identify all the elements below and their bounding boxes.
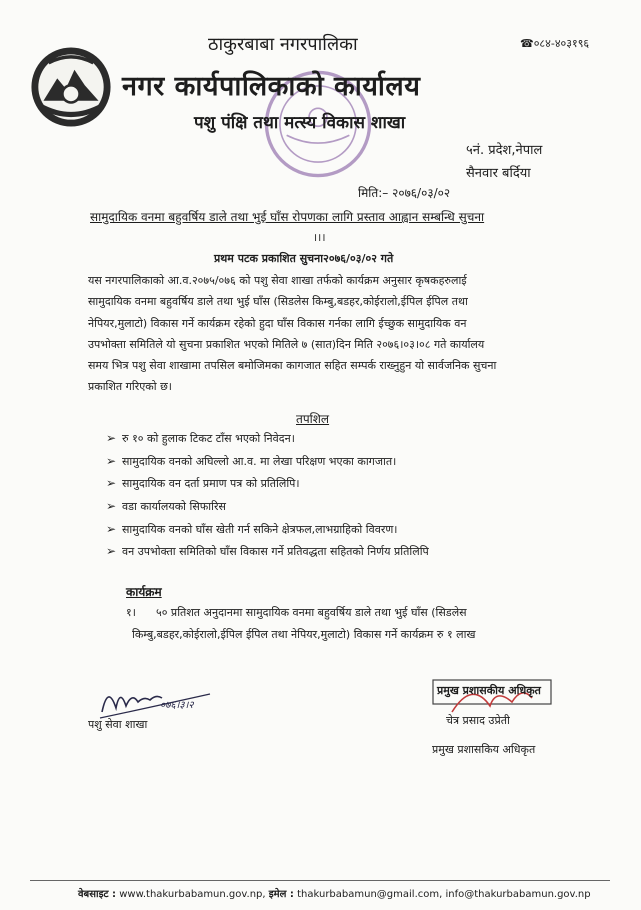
list-item [106, 497, 429, 520]
body-line: नेपियर,मुलाटो) विकास गर्ने कार्यक्रम रहेको हुदा घाँस विकास गर्नका लागि ईच्छुक सामुदायिक वन [88, 316, 467, 330]
list-item [106, 429, 429, 452]
signature-date: ०७६।३।२ [160, 700, 194, 711]
arrow-bullet-icon: ➢ [106, 431, 117, 445]
program-item [126, 602, 566, 646]
separator-mark: ।।। [313, 231, 326, 244]
program-line [126, 602, 566, 624]
officer-name: चेत्र प्रसाद उप्रेती [446, 714, 510, 727]
office-phone: ☎०८४-४०३१९६ [520, 37, 590, 50]
notice-body [88, 270, 564, 398]
program-number: १। [126, 606, 136, 619]
arrow-bullet-icon: ➢ [106, 544, 117, 559]
footer-contact [78, 886, 591, 900]
arrow-bullet-icon: ➢ [106, 476, 117, 491]
list-item [106, 452, 429, 475]
arrow-bullet-icon: ➢ [106, 499, 117, 514]
list-item [106, 474, 429, 497]
handwritten-signature [98, 678, 216, 722]
arrow-bullet-icon: ➢ [106, 453, 117, 468]
stamp-designation: प्रमुख प्रशासकीय अधिकृत [437, 684, 541, 697]
website-link[interactable]: www.thakurbabamun.gov.np, [119, 889, 266, 900]
address-location: सैनवार बर्दिया [466, 166, 531, 181]
publication-note: प्रथम पटक प्रकाशित सुचना२०७६/०३/०२ गते [214, 252, 394, 265]
requirement-text: सामुदायिक वन दर्ता प्रमाण पत्र को प्रतिलिपि। [122, 477, 300, 491]
signatory-department: पशु सेवा शाखा [88, 718, 148, 731]
notice-subject: सामुदायिक वनमा बहुवर्षिय डाले तथा भुई घाँस रोपणका लागि प्रस्ताव आह्वान सम्बन्धि सुचना [90, 210, 485, 224]
officer-title: प्रमुख प्रशासकिय अधिकृत [432, 743, 536, 756]
requirement-text: वन उपभोक्ता समितिको घाँस विकास गर्ने प्रतिवद्धता सहितको निर्णय प्रतिलिपि [122, 545, 429, 559]
requirements-list [106, 429, 429, 565]
address-province: ५नं. प्रदेश,नेपाल [466, 143, 543, 158]
list-item [106, 542, 429, 565]
program-text: किम्बु,बडहर,कोईरालो,ईपिल ईपिल तथा नेपियर,मुलाटो) विकास गर्ने कार्यक्रम रु १ लाख [132, 628, 476, 641]
requirement-text: सामुदायिक वनको घाँस खेती गर्न सकिने क्षेत्रफल,लाभग्राहिको विवरण। [122, 522, 398, 536]
branch-title: पशु पंक्षि तथा मत्स्य विकास शाखा [194, 113, 406, 133]
program-line [126, 624, 566, 646]
email-links[interactable]: thakurbabamun@gmail.com, info@thakurbabamun.gov.np [297, 889, 591, 900]
list-item [106, 520, 429, 543]
body-line: उपभोक्ता समितिले यो सुचना प्रकाशित भएको मितिले ७ (सात)दिन मिति २०७६।०३।०८ गते कार्यालय [88, 337, 485, 351]
municipality-name: ठाकुरबाबा नगरपालिका [208, 34, 358, 55]
website-label: वेबसाइट : [78, 889, 117, 900]
body-line: सामुदायिक वनमा बहुवर्षिय डाले तथा भुई घाँस (सिडलेस किम्बु,बडहर,कोईरालो,ईपिल ईपिल तथा [88, 295, 468, 309]
arrow-bullet-icon: ➢ [106, 521, 117, 536]
nepal-emblem-icon [28, 44, 114, 130]
body-line: प्रकाशित गरिएको छ। [88, 380, 172, 394]
requirement-text: वडा कार्यालयको सिफारिस [122, 500, 226, 514]
program-text: ५० प्रतिशत अनुदानमा सामुदायिक वनमा बहुवर्षिय डाले तथा भुई घाँस (सिडलेस [156, 606, 467, 619]
requirements-heading: तपशिल [296, 412, 330, 426]
notice-date: मिति:– २०७६/०३/०२ [358, 186, 451, 200]
email-label: इमेल : [268, 889, 294, 900]
program-heading: कार्यक्रम [126, 585, 162, 599]
footer-divider [30, 880, 610, 881]
body-line: यस नगरपालिकाको आ.व.२०७५/०७६ को पशु सेवा शाखा तर्फको कार्यक्रम अनुसार कृषकहरुलाई [88, 274, 467, 287]
requirement-text: सामुदायिक वनको अघिल्लो आ.व. मा लेखा परिक्षण भएका कागजात। [122, 454, 397, 468]
body-line: समय भित्र पशु सेवा शाखामा तपसिल बमोजिमका कागजात सहित सम्पर्क राख्नुहुन यो सार्वजनिक सुचना [88, 359, 497, 373]
office-title: नगर कार्यपालिकाको कार्यालय [122, 71, 421, 102]
requirement-text: रु १० को हुलाक टिकट टाँस भएको निवेदन। [122, 432, 295, 445]
